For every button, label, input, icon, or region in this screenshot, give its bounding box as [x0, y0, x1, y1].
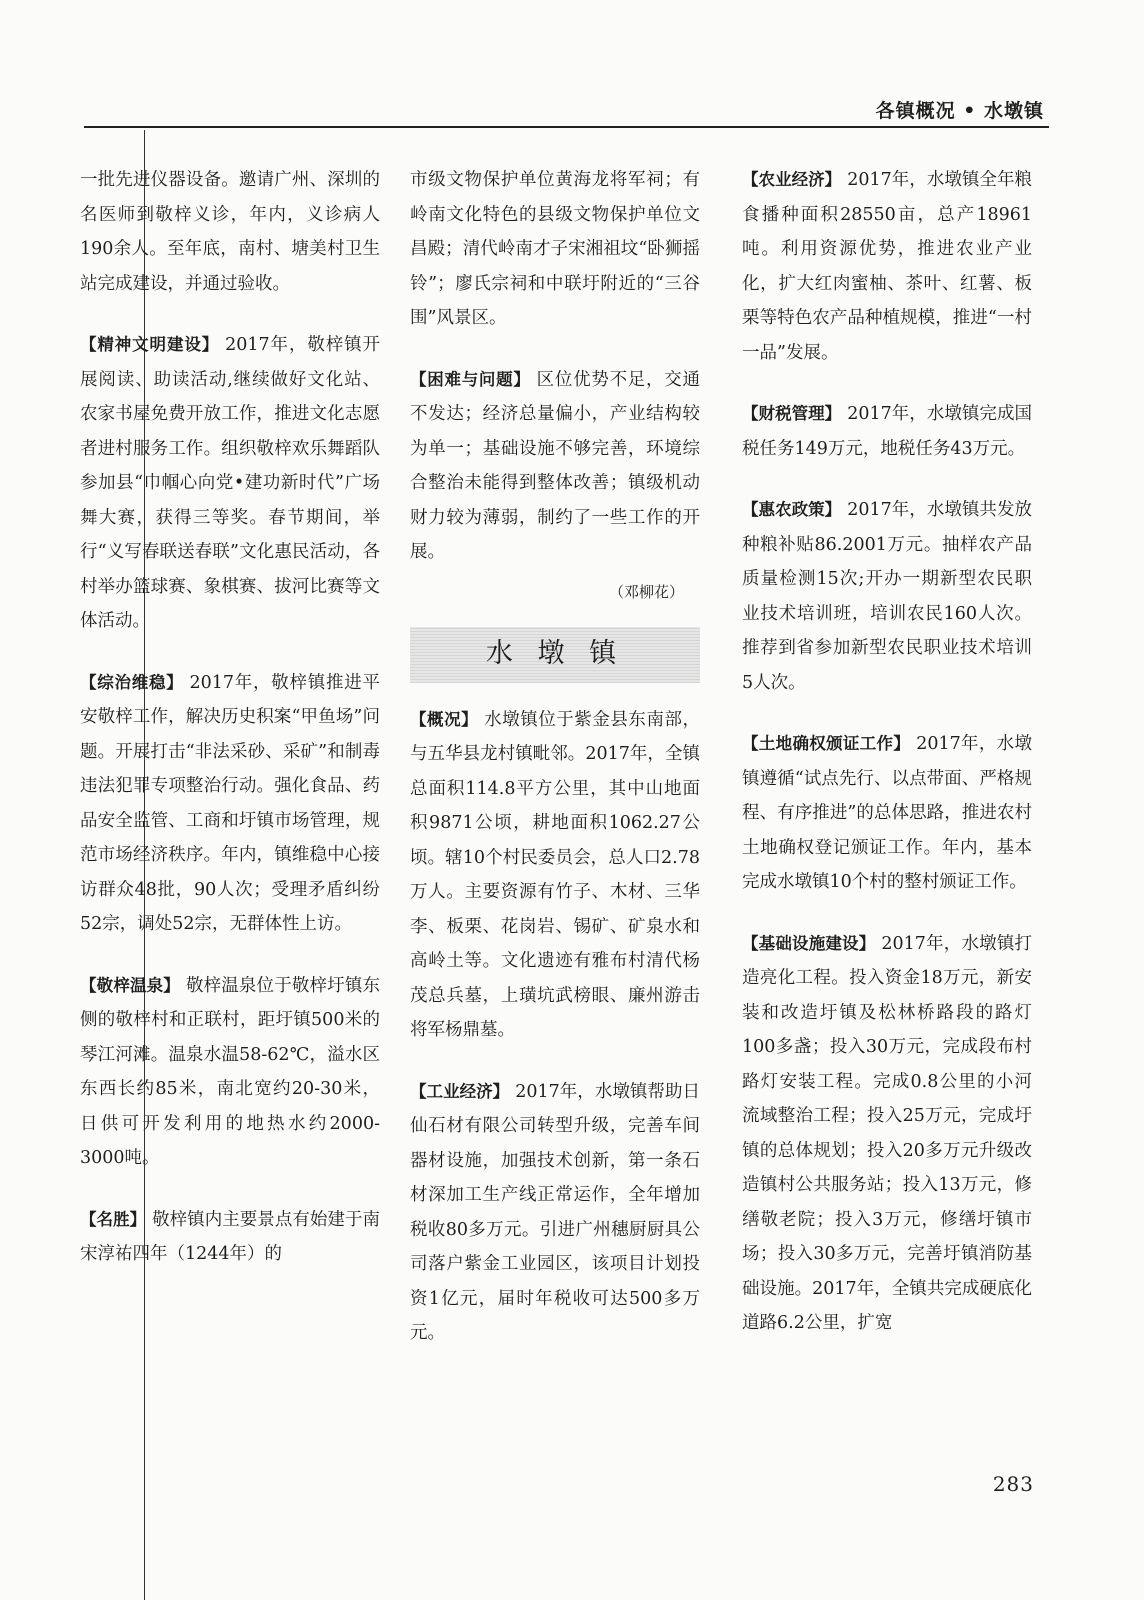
paragraph-text: 一批先进仪器设备。邀请广州、深圳的名医师到敬梓义诊，年内，义诊病人190余人。至年底，南村、塘美村卫生站完成建设，并通过验收。	[80, 170, 380, 294]
section-heading: 【基础设施建设】	[742, 933, 876, 953]
paragraph-text: 2017年，水墩镇打造亮化工程。投入资金18万元，新安装和改造圩镇及松林桥路段的路灯100多盏；投入30万元，完成段布村路灯安装工程。完成0.8公里的小河流域整治工程；投入25万元，完成圩镇的总体规划；投入20多万元升级改造镇村公共服务站；投入13万元，修缮敬老院；投入3万元，修缮圩镇市场；投入30多万元，完善圩镇消防基础设施。2017年，全镇共完成硬底化道路6.2公里，扩宽	[742, 933, 1032, 1333]
author-credit: （邓柳花）	[608, 582, 684, 601]
section-heading: 【精神文明建设】	[80, 335, 220, 354]
column-2	[410, 163, 700, 1378]
paragraph	[742, 493, 1032, 700]
column-1	[80, 163, 380, 1299]
paragraph-text: 2017年，敬梓镇推进平安敬梓工作，解决历史积案“甲鱼场”问题。开展打击“非法采砂、采矿”和制毒违法犯罪专项整治行动。强化食品、药品安全监管、工商和圩镇市场管理，规范市场经济秩序。年内，镇维稳中心接访群众48批，90人次；受理矛盾纠纷52宗，调处52宗，无群体性上访。	[80, 672, 380, 934]
paragraph	[80, 969, 380, 1176]
paragraph-text: 2017年，水墩镇完成国税任务149万元，地税任务43万元。	[742, 404, 1032, 459]
section-heading: 【敬梓温泉】	[80, 975, 180, 995]
running-header: 各镇概况 • 水墩镇	[875, 100, 1044, 122]
paragraph	[410, 163, 700, 336]
paragraph-text: 2017年，水墩镇全年粮食播种面积28550亩，总产18961吨。利用资源优势，推进农业产业化，扩大红肉蜜柚、茶叶、红薯、板栗等特色农产品种植规模，推进“一村一品”发展。	[742, 170, 1032, 363]
paragraph	[80, 163, 380, 301]
paragraph-text: 2017年，敬梓镇开展阅读、助读活动,继续做好文化站、农家书屋免费开放工作，推进文化志愿者进村服务工作。组织敬梓欢乐舞蹈队参加县“巾帼心向党•建功新时代”广场舞大赛，获得三等奖。春节期间，举行“义写春联送春联”文化惠民活动，各村举办篮球赛、象棋赛、拔河比赛等文体活动。	[80, 335, 380, 631]
paragraph-text: 2017年，水墩镇遵循“试点先行、以点带面、严格规程、有序推进”的总体思路，推进农村土地确权登记颁证工作。年内，基本完成水墩镇10个村的整村颁证工作。	[742, 734, 1032, 892]
paragraph	[410, 703, 700, 1048]
column-3	[742, 163, 1032, 1368]
section-heading: 【农业经济】	[742, 170, 842, 189]
paragraph	[742, 397, 1032, 466]
section-heading: 【综治维稳】	[80, 672, 184, 692]
paragraph-text: 水墩镇位于紫金县东南部，与五华县龙村镇毗邻。2017年，全镇总面积114.8平方公里，其中山地面积9871公顷，耕地面积1062.27公顷。辖10个村民委员会，总人口2.78万人。主要资源有竹子、木材、三华李、板栗、花岗岩、锡矿、矿泉水和高岭土等。文化遗迹有雅布村清代杨茂总兵墓，上璜坑武榜眼、廉州游击将军杨鼎墓。	[410, 709, 701, 1040]
paragraph	[80, 1203, 380, 1272]
section-title: 水 墩 镇	[485, 638, 625, 670]
paragraph-text: 区位优势不足，交通不发达；经济总量偏小，产业结构较为单一；基础设施不够完善，环境综合整治未能得到整体改善；镇级机动财力较为薄弱，制约了一些工作的开展。	[410, 369, 701, 562]
section-heading: 【困难与问题】	[410, 369, 531, 389]
paragraph-text: 敬梓镇内主要景点有始建于南宋淳祐四年（1244年）的	[80, 1209, 380, 1264]
paragraph-text: 2017年，水墩镇共发放种粮补贴86.2001万元。抽样农产品质量检测15次;开办一期新型农民职业技术培训班，培训农民160人次。推荐到省参加新型农民职业技术培训5人次。	[742, 500, 1032, 693]
section-heading: 【土地确权颁证工作】	[742, 734, 911, 753]
section-heading: 【惠农政策】	[742, 500, 842, 519]
section-heading: 【工业经济】	[410, 1081, 510, 1101]
section-heading: 【名胜】	[80, 1209, 147, 1229]
paragraph	[742, 727, 1032, 900]
paragraph-text: 市级文物保护单位黄海龙将军祠；有岭南文化特色的县级文物保护单位文昌殿；清代岭南才子宋湘祖坟“卧狮摇铃”；廖氏宗祠和中联圩附近的“三谷围”风景区。	[410, 170, 700, 328]
paragraph	[410, 363, 700, 570]
page-number: 283	[992, 1472, 1034, 1496]
paragraph	[80, 666, 380, 942]
paragraph	[742, 163, 1032, 370]
paragraph-text: 2017年，水墩镇帮助日仙石材有限公司转型升级，完善车间器材设施，加强技术创新，第一条石材深加工生产线正常运作，全年增加税收80多万元。引进广州穗厨厨具公司落户紫金工业园区，该项目计划投资1亿元，届时年税收可达500多万元。	[410, 1081, 700, 1343]
paragraph	[410, 1075, 700, 1351]
section-heading: 【财税管理】	[742, 404, 842, 423]
section-heading: 【概况】	[410, 709, 479, 729]
paragraph	[80, 328, 380, 639]
header-rule	[84, 126, 1049, 128]
paragraph-text: 敬梓温泉位于敬梓圩镇东侧的敬梓村和正联村，距圩镇500米的琴江河滩。温泉水温58-62℃，溢水区东西长约85米，南北宽约20-30米，日供可开发利用的地热水约2000-3000吨。	[80, 975, 380, 1168]
section-title-banner	[410, 627, 700, 683]
paragraph	[742, 927, 1032, 1341]
